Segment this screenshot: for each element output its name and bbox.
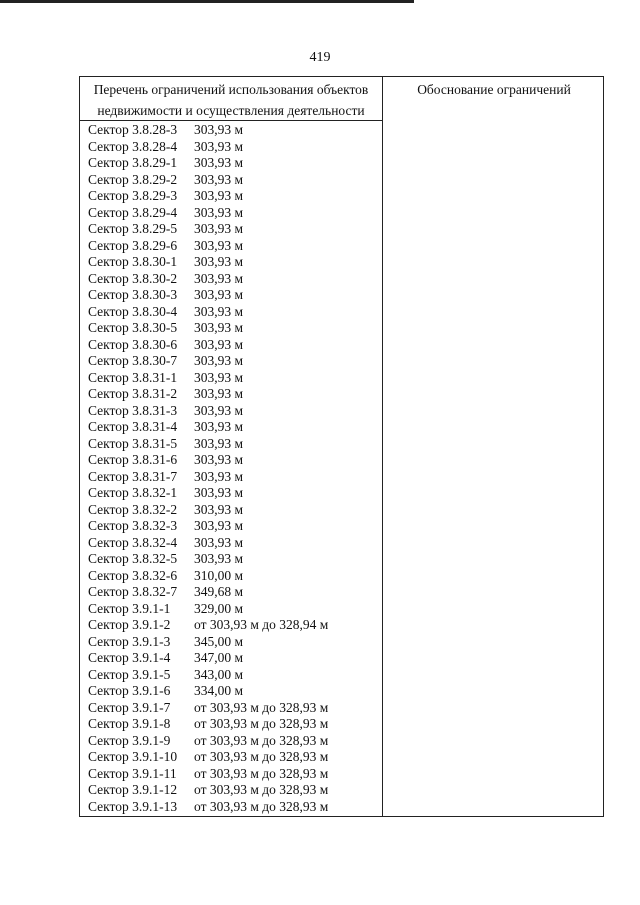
sector-height-value: 303,93 м — [194, 188, 244, 203]
table-row — [88, 601, 380, 618]
sector-height-value: от 303,93 м до 328,93 м — [194, 699, 329, 715]
sector-name: Сектор 3.8.32-6 — [88, 567, 178, 583]
header-left-line-2: недвижимости и осуществления деятельности — [97, 103, 365, 118]
sector-height-value: 303,93 м — [194, 171, 244, 187]
table-row — [88, 254, 380, 271]
table-row — [88, 469, 380, 486]
sector-height-value: 303,93 м — [194, 435, 244, 451]
table-row — [88, 320, 380, 337]
sector-height-value: 303,93 м — [194, 353, 244, 368]
sector-name: Сектор 3.9.1-1 — [88, 600, 171, 616]
sector-height-value: 303,93 м — [194, 468, 244, 484]
sector-height-value: 303,93 м — [194, 452, 244, 467]
table-row — [88, 271, 380, 288]
sector-height-value: 329,00 м — [194, 600, 244, 616]
table-row — [88, 650, 380, 667]
sector-height-value: 303,93 м — [194, 138, 244, 154]
table-row — [88, 221, 380, 238]
table-row — [88, 518, 380, 535]
sector-name: Сектор 3.8.31-1 — [88, 369, 178, 385]
sector-name: Сектор 3.8.28-4 — [88, 138, 178, 154]
table-row — [88, 535, 380, 552]
table-row — [88, 287, 380, 304]
sector-name: Сектор 3.9.1-11 — [88, 765, 177, 781]
table-row — [88, 617, 380, 634]
sector-height-value: 303,93 м — [194, 155, 244, 170]
table-row — [88, 436, 380, 453]
sector-name: Сектор 3.9.1-6 — [88, 683, 171, 698]
sector-name: Сектор 3.8.30-7 — [88, 353, 178, 368]
sector-height-value: 345,00 м — [194, 633, 244, 649]
table-row — [88, 634, 380, 651]
sector-name: Сектор 3.8.32-3 — [88, 518, 178, 533]
table-row — [88, 238, 380, 255]
sector-name: Сектор 3.8.32-2 — [88, 501, 178, 517]
sector-name: Сектор 3.8.31-2 — [88, 386, 178, 401]
sector-name: Сектор 3.8.29-5 — [88, 221, 178, 236]
sector-name: Сектор 3.8.30-6 — [88, 336, 178, 352]
page-number: 419 — [309, 50, 331, 65]
table-row — [88, 353, 380, 370]
sector-name: Сектор 3.9.1-10 — [88, 749, 178, 764]
scan-top-border — [0, 0, 414, 3]
table-row — [88, 122, 380, 139]
sector-height-value: 303,93 м — [194, 419, 244, 434]
sector-height-value: 310,00 м — [194, 567, 244, 583]
sector-name: Сектор 3.8.30-3 — [88, 287, 178, 302]
sector-name: Сектор 3.8.29-4 — [88, 204, 178, 220]
sector-name: Сектор 3.8.32-1 — [88, 485, 178, 500]
table-row — [88, 155, 380, 172]
sector-name: Сектор 3.9.1-9 — [88, 732, 171, 748]
sector-name: Сектор 3.8.31-5 — [88, 435, 178, 451]
table-row — [88, 749, 380, 766]
sector-height-value: от 303,93 м до 328,93 м — [194, 782, 329, 797]
sector-height-value: 303,93 м — [194, 270, 244, 286]
sector-height-value: 303,93 м — [194, 204, 244, 220]
sector-height-value: 303,93 м — [194, 518, 244, 533]
table-row — [88, 782, 380, 799]
sector-name: Сектор 3.9.1-13 — [88, 798, 178, 814]
sector-name: Сектор 3.9.1-5 — [88, 666, 171, 682]
sector-name: Сектор 3.9.1-8 — [88, 716, 171, 731]
sector-height-value: 303,93 м — [194, 485, 244, 500]
sector-name: Сектор 3.8.29-2 — [88, 171, 178, 187]
sector-name: Сектор 3.9.1-3 — [88, 633, 171, 649]
table-row — [88, 502, 380, 519]
sector-rows — [88, 122, 380, 815]
sector-name: Сектор 3.8.28-3 — [88, 122, 178, 137]
table-row — [88, 188, 380, 205]
sector-name: Сектор 3.8.29-1 — [88, 155, 178, 170]
sector-name: Сектор 3.9.1-7 — [88, 699, 171, 715]
sector-height-value: 303,93 м — [194, 501, 244, 517]
table-row — [88, 172, 380, 189]
table-row — [88, 700, 380, 717]
sector-height-value: 347,00 м — [194, 650, 244, 665]
table-row — [88, 799, 380, 816]
table-row — [88, 667, 380, 684]
table-row — [88, 403, 380, 420]
table-row — [88, 139, 380, 156]
table-row — [88, 683, 380, 700]
sector-name: Сектор 3.9.1-4 — [88, 650, 171, 665]
sector-name: Сектор 3.8.31-3 — [88, 402, 178, 418]
table-row — [88, 716, 380, 733]
sector-name: Сектор 3.9.1-2 — [88, 617, 171, 632]
sector-name: Сектор 3.8.29-6 — [88, 237, 178, 253]
table-row — [88, 419, 380, 436]
sector-height-value: 303,93 м — [194, 336, 244, 352]
table-row — [88, 304, 380, 321]
table-row — [88, 337, 380, 354]
sector-height-value: 303,93 м — [194, 287, 244, 302]
sector-height-value: от 303,93 м до 328,93 м — [194, 765, 329, 781]
sector-name: Сектор 3.8.32-7 — [88, 584, 178, 599]
sector-height-value: 303,93 м — [194, 369, 244, 385]
sector-name: Сектор 3.8.31-6 — [88, 452, 178, 467]
sector-height-value: 303,93 м — [194, 551, 244, 566]
sector-name: Сектор 3.8.31-7 — [88, 468, 178, 484]
table-row — [88, 733, 380, 750]
header-restrictions-list — [80, 79, 382, 121]
table-row — [88, 766, 380, 783]
table-row — [88, 205, 380, 222]
restrictions-table — [79, 76, 604, 817]
sector-height-value: 303,93 м — [194, 221, 244, 236]
column-divider — [382, 77, 383, 816]
sector-height-value: 303,93 м — [194, 237, 244, 253]
sector-height-value: 343,00 м — [194, 666, 244, 682]
sector-height-value: от 303,93 м до 328,93 м — [194, 732, 329, 748]
sector-height-value: 349,68 м — [194, 584, 244, 599]
sector-height-value: 303,93 м — [194, 254, 244, 269]
table-row — [88, 584, 380, 601]
sector-height-value: от 303,93 м до 328,93 м — [194, 798, 329, 814]
sector-name: Сектор 3.8.30-2 — [88, 270, 178, 286]
sector-height-value: от 303,93 м до 328,94 м — [194, 617, 329, 632]
sector-name: Сектор 3.8.30-1 — [88, 254, 178, 269]
sector-name: Сектор 3.8.30-5 — [88, 320, 178, 335]
sector-name: Сектор 3.8.31-4 — [88, 419, 178, 434]
sector-height-value: 303,93 м — [194, 303, 244, 319]
header-left-line-1: Перечень ограничений использования объектов — [93, 82, 369, 97]
table-row — [88, 452, 380, 469]
table-row — [88, 568, 380, 585]
table-row — [88, 485, 380, 502]
sector-height-value: от 303,93 м до 328,93 м — [194, 749, 329, 764]
sector-height-value: 303,93 м — [194, 402, 244, 418]
sector-height-value: 303,93 м — [194, 320, 244, 335]
sector-name: Сектор 3.8.29-3 — [88, 188, 178, 203]
table-row — [88, 386, 380, 403]
table-row — [88, 370, 380, 387]
sector-height-value: от 303,93 м до 328,93 м — [194, 716, 329, 731]
sector-height-value: 334,00 м — [194, 683, 244, 698]
sector-height-value: 303,93 м — [194, 534, 244, 550]
sector-name: Сектор 3.8.32-5 — [88, 551, 178, 566]
sector-height-value: 303,93 м — [194, 122, 244, 137]
table-row — [88, 551, 380, 568]
header-justification: Обоснование ограничений — [417, 82, 571, 97]
sector-name: Сектор 3.8.30-4 — [88, 303, 178, 319]
sector-height-value: 303,93 м — [194, 386, 244, 401]
sector-name: Сектор 3.9.1-12 — [88, 782, 178, 797]
sector-name: Сектор 3.8.32-4 — [88, 534, 178, 550]
